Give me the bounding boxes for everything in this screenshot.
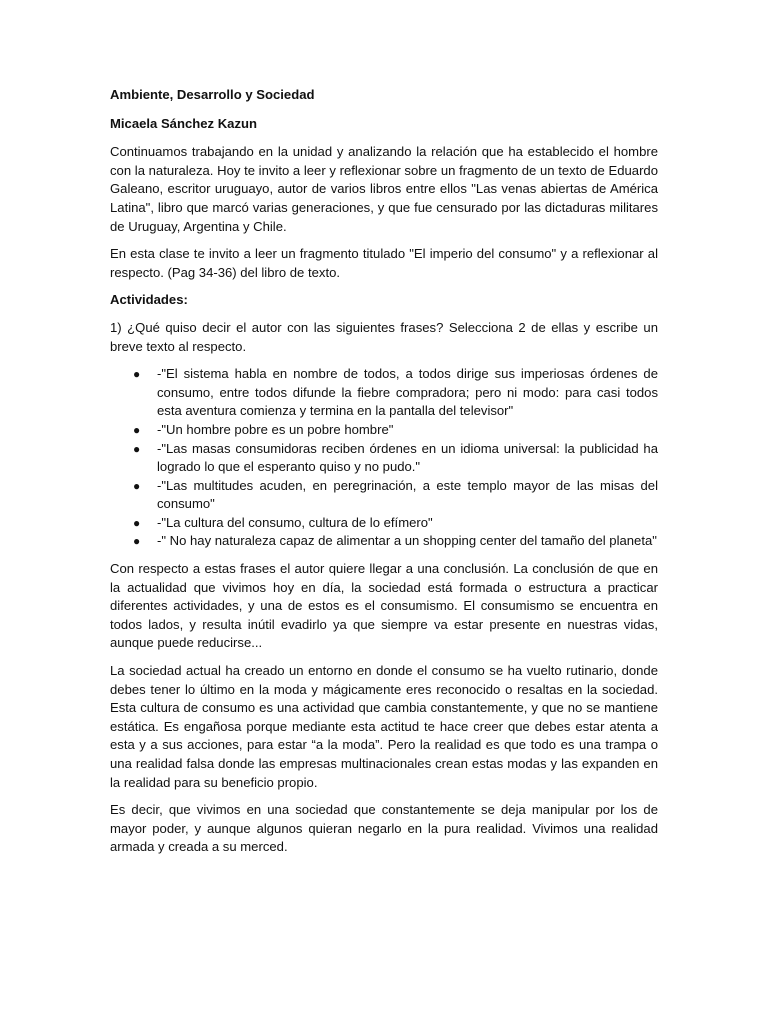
quote-text: -"Las masas consumidoras reciben órdenes en un idioma universal: la publicidad ha logrado lo que el esperanto quiso y no pudo." (157, 440, 658, 475)
list-item (110, 532, 658, 551)
list-item (110, 477, 658, 514)
document-body (110, 86, 658, 866)
activities-heading: Actividades: (110, 292, 188, 308)
quotes-list (110, 365, 658, 551)
list-item (110, 440, 658, 477)
bullet-icon: ● (133, 515, 141, 530)
intro-paragraph-2: En esta clase te invito a leer un fragmento titulado "El imperio del consumo" y a reflexionar al respecto. (Pag 34-36) del libro de texto. (110, 246, 658, 280)
quote-text: -"Las multitudes acuden, en peregrinación, a este templo mayor de las misas del consumo" (157, 477, 658, 512)
bullet-icon: ● (133, 422, 141, 437)
intro-paragraph-1: Continuamos trabajando en la unidad y analizando la relación que ha establecido el hombre con la naturaleza. Hoy te invito a leer y reflexionar sobre un fragmento de un texto de Eduardo Galeano, escritor uruguayo, autor de varios libros entre ellos "Las venas abiertas de América Latina", libro que marcó varias generaciones, y que fue censurado por las dictaduras militares de Uruguay, Argentina y Chile. (110, 144, 658, 234)
quote-text: -"El sistema habla en nombre de todos, a todos dirige sus imperiosas órdenes de consumo, entre todos difunde la fiebre compradora; pero ni modo: para casi todos esta aventura comienza y termina en la pantalla del televisor" (157, 366, 658, 419)
list-item (110, 421, 658, 440)
answer-paragraph-1: Con respecto a estas frases el autor quiere llegar a una conclusión. La conclusión de que en la actualidad que vivimos hoy en día, la sociedad está formada o estructura a practicar diferentes actividades, y una de estos es el consumismo. El consumismo se encuentra en todos lados, y resulta inútil evadirlo ya que siempre va estar presente en nuestras vidas, aunque puede reducirse... (110, 561, 658, 651)
bullet-icon: ● (133, 441, 141, 456)
quote-text: -"La cultura del consumo, cultura de lo efímero" (157, 514, 433, 530)
quote-text: -"Un hombre pobre es un pobre hombre" (157, 421, 394, 437)
bullet-icon: ● (133, 367, 141, 382)
bullet-icon: ● (133, 478, 141, 493)
list-item (110, 365, 658, 421)
list-item (110, 514, 658, 533)
question-text: 1) ¿Qué quiso decir el autor con las siguientes frases? Selecciona 2 de ellas y escribe un breve texto al respecto. (110, 319, 658, 354)
answer-paragraph-3: Es decir, que vivimos en una sociedad que constantemente se deja manipular por los de mayor poder, y aunque algunos quieran negarlo en la pura realidad. Vivimos una realidad armada y creada a su merced. (110, 802, 658, 855)
bullet-icon: ● (133, 534, 141, 549)
quote-text: -" No hay naturaleza capaz de alimentar a un shopping center del tamaño del planeta" (157, 533, 657, 549)
answer-paragraph-2: La sociedad actual ha creado un entorno en donde el consumo se ha vuelto rutinario, donde debes tener lo último en la moda y mágicamente eres reconocido o resaltas en la sociedad. Esta cultura de consumo es una actividad que cambia constantemente, y que no se mantiene estática. Es engañosa porque mediante esta actitud te hace creer que debes estar atenta a esta y a sus acciones, para estar “a la moda”. Pero la realidad es que todo es una trampa o una realidad falsa donde las empresas multinacionales crean estas modas y las expanden en la realidad para su beneficio propio. (110, 663, 658, 790)
document-author: Micaela Sánchez Kazun (110, 115, 257, 131)
document-title: Ambiente, Desarrollo y Sociedad (110, 87, 315, 102)
